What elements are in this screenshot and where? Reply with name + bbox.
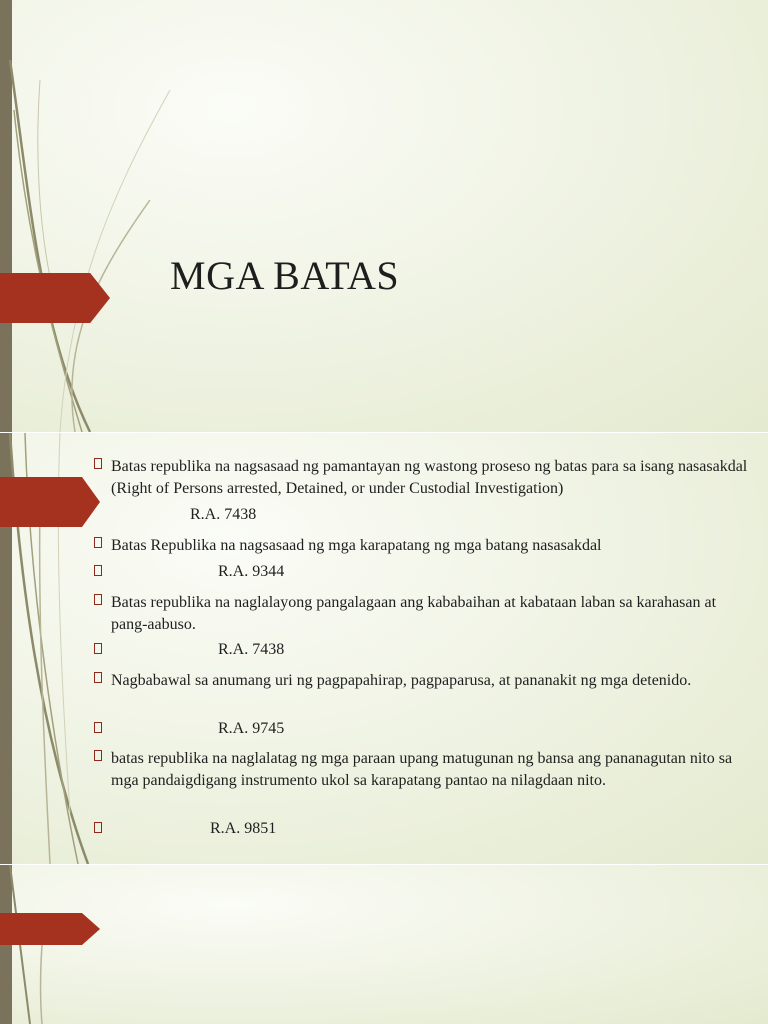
content-slide <box>0 433 768 864</box>
bullet-icon <box>94 458 102 469</box>
item-text: Batas Republika na nagsasaad ng mga karapatang ng mga batang nasasakdal <box>111 537 602 554</box>
item-text: Batas republika na naglalayong pangalagaan ang kababaihan at kabataan laban sa karahasan at pang-aabuso. <box>111 594 717 633</box>
ra-number: R.A. 7438 <box>190 506 257 523</box>
bullet-icon <box>94 822 102 833</box>
bullet-icon <box>94 537 102 548</box>
accent-tab <box>0 273 110 323</box>
bullet-icon <box>94 722 102 733</box>
accent-tab <box>0 477 100 527</box>
accent-tab <box>0 913 100 945</box>
decorative-curves <box>0 0 200 432</box>
title-slide <box>0 0 768 432</box>
bullet-icon <box>94 565 102 576</box>
ra-number: R.A. 9851 <box>210 820 277 837</box>
bullet-icon <box>94 594 102 605</box>
bullet-icon <box>94 750 102 761</box>
item-text: batas republika na naglalatag ng mga paraan upang matugunan ng bansa ang pananagutan nito sa mga pandaigdigang instrumento ukol sa karapatang pantao na nilagdaan nito. <box>111 750 733 789</box>
bullet-icon <box>94 643 102 654</box>
slide-title: MGA BATAS <box>170 253 400 298</box>
bullet-icon <box>94 672 102 683</box>
ra-number: R.A. 7438 <box>218 641 285 658</box>
item-text: Batas republika na nagsasaad ng pamantayan ng wastong proseso ng batas para sa isang nasasakdal (Right of Persons arrested, Detained, or under Custodial Investigation) <box>111 458 748 497</box>
ra-number: R.A. 9745 <box>218 720 285 737</box>
next-slide <box>0 865 768 1024</box>
ra-number: R.A. 9344 <box>218 563 285 580</box>
item-text: Nagbabawal sa anumang uri ng pagpapahirap, pagpaparusa, at pananakit ng mga detenido. <box>111 672 692 689</box>
